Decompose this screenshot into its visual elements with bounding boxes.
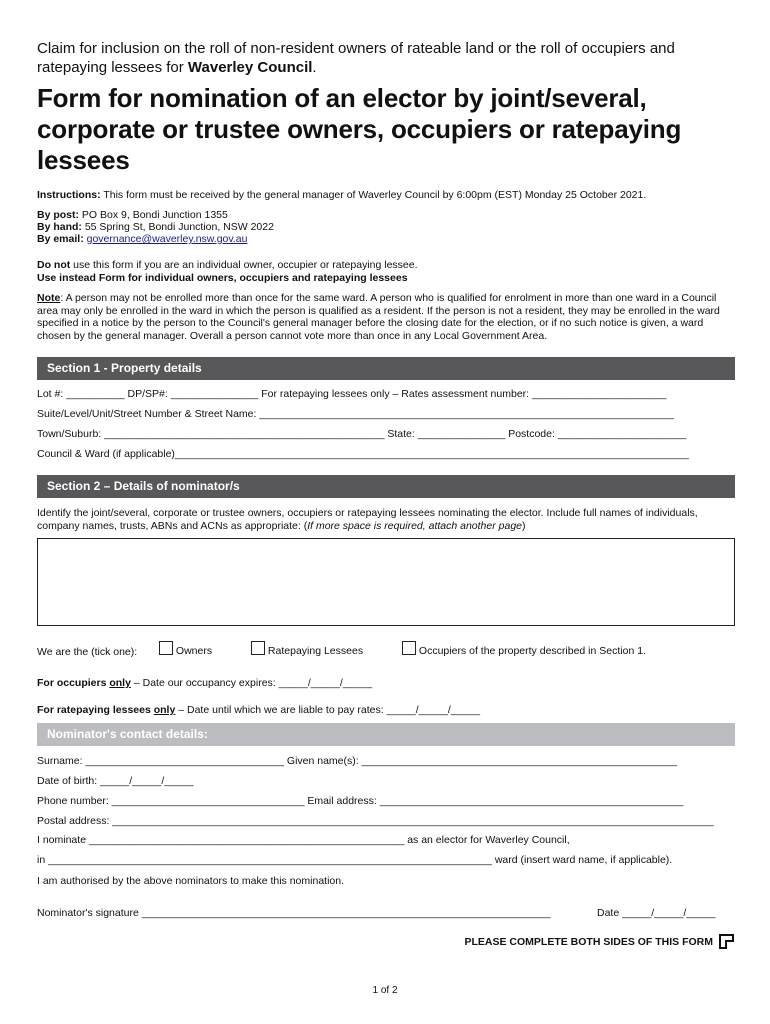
occupancy-expiry-row[interactable]: For occupiers only – Date our occupancy expires: _____/_____/_____ — [37, 677, 373, 689]
page-turn-icon — [719, 934, 734, 949]
usage-warning: Do not use this form if you are an individual owner, occupier or ratepaying lessee. Use instead Form for individual owners, occupiers and ratepaying lessees — [37, 259, 418, 284]
enrolment-note: Note: A person may not be enrolled more than once for the same ward. A person who is qualified for enrolment in more than one ward in a Council area may only be enrolled in the ward in which the person is qualified as a resident. If the person is not a resident, they may be enrolled in the ward specified in a notice by the person to the Council's general manager before the closing date for the election, or if no such notice is given, a ward chosen by the general manager. Overall a person cannot vote more than once in any Local Government Area. — [37, 292, 720, 342]
property-lot-row[interactable]: Lot #: __________ DP/SP#: _______________ For ratepaying lessees only – Rates assessment number: _______________________ — [37, 388, 667, 400]
lessees-option[interactable]: Ratepaying Lessees — [251, 641, 363, 657]
ward-row[interactable]: in ____________________________________________________________________________ ward (insert ward name, if applicable). — [37, 854, 673, 866]
signature-date[interactable]: Date _____/_____/_____ — [597, 907, 716, 919]
page-title: Form for nomination of an elector by joint/several, corporate or trustee owners, occupiers or ratepaying lessees — [37, 83, 682, 175]
by-post: By post: PO Box 9, Bondi Junction 1355 — [37, 209, 228, 221]
submission-methods — [37, 209, 274, 245]
council-name: Waverley Council — [187, 59, 313, 76]
authorised-statement: I am authorised by the above nominators to make this nomination. — [37, 875, 345, 887]
owners-checkbox[interactable] — [159, 641, 173, 655]
property-town-row[interactable]: Town/Suburb: ________________________________________________ State: _______________ Postcode: ______________________ — [37, 428, 687, 440]
use-instead-note: Use instead Form for individual owners, occupiers and ratepaying lessees — [37, 271, 408, 284]
occupiers-option[interactable]: Occupiers of the property described in Section 1. — [402, 641, 646, 657]
occupiers-checkbox[interactable] — [402, 641, 416, 655]
surname-row[interactable]: Surname: __________________________________ Given name(s): ______________________________________________________ — [37, 755, 677, 767]
nominators-textbox[interactable] — [37, 538, 735, 626]
email-link[interactable]: governance@waverley.nsw.gov.au — [86, 233, 248, 245]
instructions: Instructions: This form must be received by the general manager of Waverley Council by 6:00pm (EST) Monday 25 October 2021. — [37, 189, 647, 201]
contact-header: Nominator's contact details: — [37, 723, 735, 746]
rates-liability-row[interactable]: For ratepaying lessees only – Date until which we are liable to pay rates: _____/_____/_____ — [37, 704, 481, 716]
property-council-row[interactable]: Council & Ward (if applicable)________________________________________________________________________________________ — [37, 448, 689, 460]
dob-row[interactable]: Date of birth: _____/_____/_____ — [37, 775, 194, 787]
section1-header: Section 1 - Property details — [37, 357, 735, 380]
phone-email-row[interactable]: Phone number: _________________________________ Email address: ____________________________________________________ — [37, 795, 684, 807]
lessees-checkbox[interactable] — [251, 641, 265, 655]
property-street-row[interactable]: Suite/Level/Unit/Street Number & Street Name: _______________________________________________________________________ — [37, 408, 674, 420]
postal-address-row[interactable]: Postal address: _______________________________________________________________________________________________________ — [37, 815, 714, 827]
owners-option[interactable]: Owners — [159, 641, 212, 657]
nominate-row[interactable]: I nominate ______________________________________________________ as an elector for Waverley Council, — [37, 834, 570, 846]
tick-label: We are the (tick one): — [37, 646, 138, 658]
by-hand: By hand: 55 Spring St, Bondi Junction, NSW 2022 — [37, 221, 274, 233]
form-intro: Claim for inclusion on the roll of non-resident owners of rateable land or the roll of occupiers and ratepaying lessees for Waverley Council. — [37, 40, 675, 76]
section2-description: Identify the joint/several, corporate or trustee owners, occupiers or ratepaying lessees nominating the elector. Include full names of individuals, company names, trusts, ABNs and ACNs as appropriate: (If more space is required, attach another page) — [37, 507, 698, 532]
section2-header: Section 2 – Details of nominator/s — [37, 475, 735, 498]
signature-row[interactable]: Nominator's signature ______________________________________________________________________ — [37, 907, 551, 919]
page-number: 1 of 2 — [372, 985, 398, 996]
by-email: By email: governance@waverley.nsw.gov.au — [37, 233, 248, 245]
complete-both-sides-notice: PLEASE COMPLETE BOTH SIDES OF THIS FORM — [464, 934, 734, 949]
